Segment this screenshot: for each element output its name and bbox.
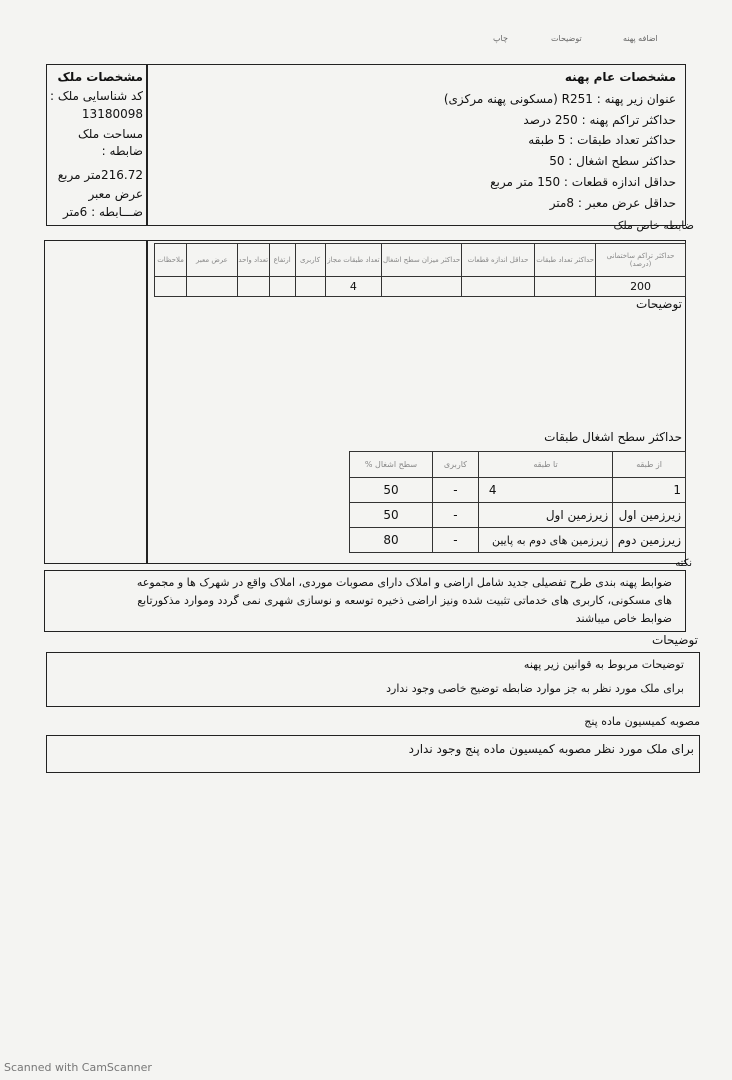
occupancy-row	[350, 528, 686, 553]
code-label: کد شناسایی ملک :	[49, 89, 143, 103]
special-rules-row	[155, 277, 686, 297]
sr-cell	[187, 277, 238, 297]
sr-cell: 4	[325, 277, 382, 297]
notes-label: توضیحات	[635, 297, 682, 311]
sr-cell	[461, 277, 534, 297]
note-label: نکته	[675, 558, 692, 569]
min-parcel: حداقل اندازه قطعات : 150 متر مربع	[490, 175, 676, 189]
occ-pct: 50	[350, 478, 433, 503]
main-frame-divider	[146, 240, 148, 564]
occupancy-table	[349, 451, 686, 553]
explanations-line-2: برای ملک مورد نظر به جز موارد ضابطه توضیح خاصی وجود ندارد	[386, 682, 684, 695]
sr-cell	[155, 277, 187, 297]
occ-use: -	[432, 528, 478, 553]
note-line-1: ضوابط پهنه بندی طرح تفصیلی جدید شامل اراضی و املاک دارای مصوبات موردی، املاک واقع در شهرک ها و مجموعه	[136, 576, 672, 589]
note-line-2: های مسکونی، کاربری های خدماتی تثبیت شده ونیز اراضی ذخیره توسعه و نوسازی شهری نمی گردد وموارد مذکورتابع	[137, 594, 672, 607]
code-value: 13180098	[81, 107, 143, 121]
sr-cell	[295, 277, 325, 297]
special-rules-table	[154, 243, 686, 297]
occ-use: -	[432, 478, 478, 503]
occ-pct: 80	[350, 528, 433, 553]
sr-cell	[269, 277, 295, 297]
sr-cell	[535, 277, 596, 297]
special-rules-title: ضابطه خاص ملک	[613, 219, 694, 232]
occ-pct: 50	[350, 503, 433, 528]
occupancy-row	[350, 503, 686, 528]
sr-cell	[237, 277, 269, 297]
note-line-3: ضوابط خاص میباشند	[575, 612, 672, 625]
occ-to: زیرزمین های دوم به پایین	[478, 528, 612, 553]
occ-from: زیرزمین اول	[613, 503, 686, 528]
sr-header: حداکثر تراکم ساختمانی (درصد)	[596, 244, 686, 277]
occ-header-from: از طبقه	[613, 452, 686, 478]
sr-header: کاربری	[295, 244, 325, 277]
occ-header-to: تا طبقه	[478, 452, 612, 478]
explanations-label: توضیحات	[651, 633, 698, 647]
sr-header: ملاحظات	[155, 244, 187, 277]
occupancy-title: حداکثر سطح اشغال طبقات	[544, 430, 682, 444]
camscanner-watermark: Scanned with CamScanner	[4, 1061, 152, 1074]
area-value: 216.72متر مربع	[57, 168, 143, 182]
width-label: عرض معبر	[88, 187, 143, 201]
occ-from: 1	[613, 478, 686, 503]
occ-to: 4	[478, 478, 612, 503]
max-density: حداکثر تراکم پهنه : 250 درصد	[523, 113, 676, 127]
article5-text: برای ملک مورد نظر مصوبه کمیسیون ماده پنج وجود ندارد	[408, 742, 694, 756]
sr-header: ارتفاع	[269, 244, 295, 277]
occ-to: زیرزمین اول	[478, 503, 612, 528]
explanations-line-1: توضیحات مربوط به قوانین زیر پهنه	[523, 658, 684, 671]
min-width: حداقل عرض معبر : 8متر	[549, 196, 676, 210]
subzone-title: عنوان زیر پهنه : R251 (مسکونی پهنه مرکزی)	[443, 92, 676, 106]
left-panel-title: مشخصات ملک	[57, 70, 143, 84]
menu-add-zone[interactable]: اضافه پهنه	[623, 34, 658, 43]
menu-notes[interactable]: توضیحات	[551, 34, 582, 43]
max-floors: حداکثر تعداد طبقات : 5 طبقه	[528, 133, 676, 147]
sr-header: تعداد واحد	[237, 244, 269, 277]
sr-cell	[382, 277, 462, 297]
sr-header: تعداد طبقات مجاز	[325, 244, 382, 277]
max-occupancy: حداکثر سطح اشغال : 50	[549, 154, 676, 168]
general-title: مشخصات عام پهنه	[564, 70, 676, 84]
sr-header: حداکثر تعداد طبقات	[535, 244, 596, 277]
occ-use: -	[432, 503, 478, 528]
sr-header: حداکثر میزان سطح اشغال	[382, 244, 462, 277]
article5-label: مصوبه کمیسیون ماده پنج	[584, 715, 700, 728]
sr-header: حداقل اندازه قطعات	[461, 244, 534, 277]
area-label: مساحت ملک ضابطه :	[78, 127, 143, 158]
sr-cell: 200	[596, 277, 686, 297]
occ-header-use: کاربری	[432, 452, 478, 478]
occupancy-row	[350, 478, 686, 503]
occ-from: زیرزمین دوم	[613, 528, 686, 553]
sr-header: عرض معبر	[187, 244, 238, 277]
header-divider	[146, 64, 148, 226]
menu-print[interactable]: چاپ	[493, 34, 508, 43]
width-value: ضـــابطه : 6متر	[63, 205, 143, 219]
special-rules-header-row	[155, 244, 686, 277]
occ-header-pct: سطح اشغال %	[350, 452, 433, 478]
occupancy-header-row	[350, 452, 686, 478]
